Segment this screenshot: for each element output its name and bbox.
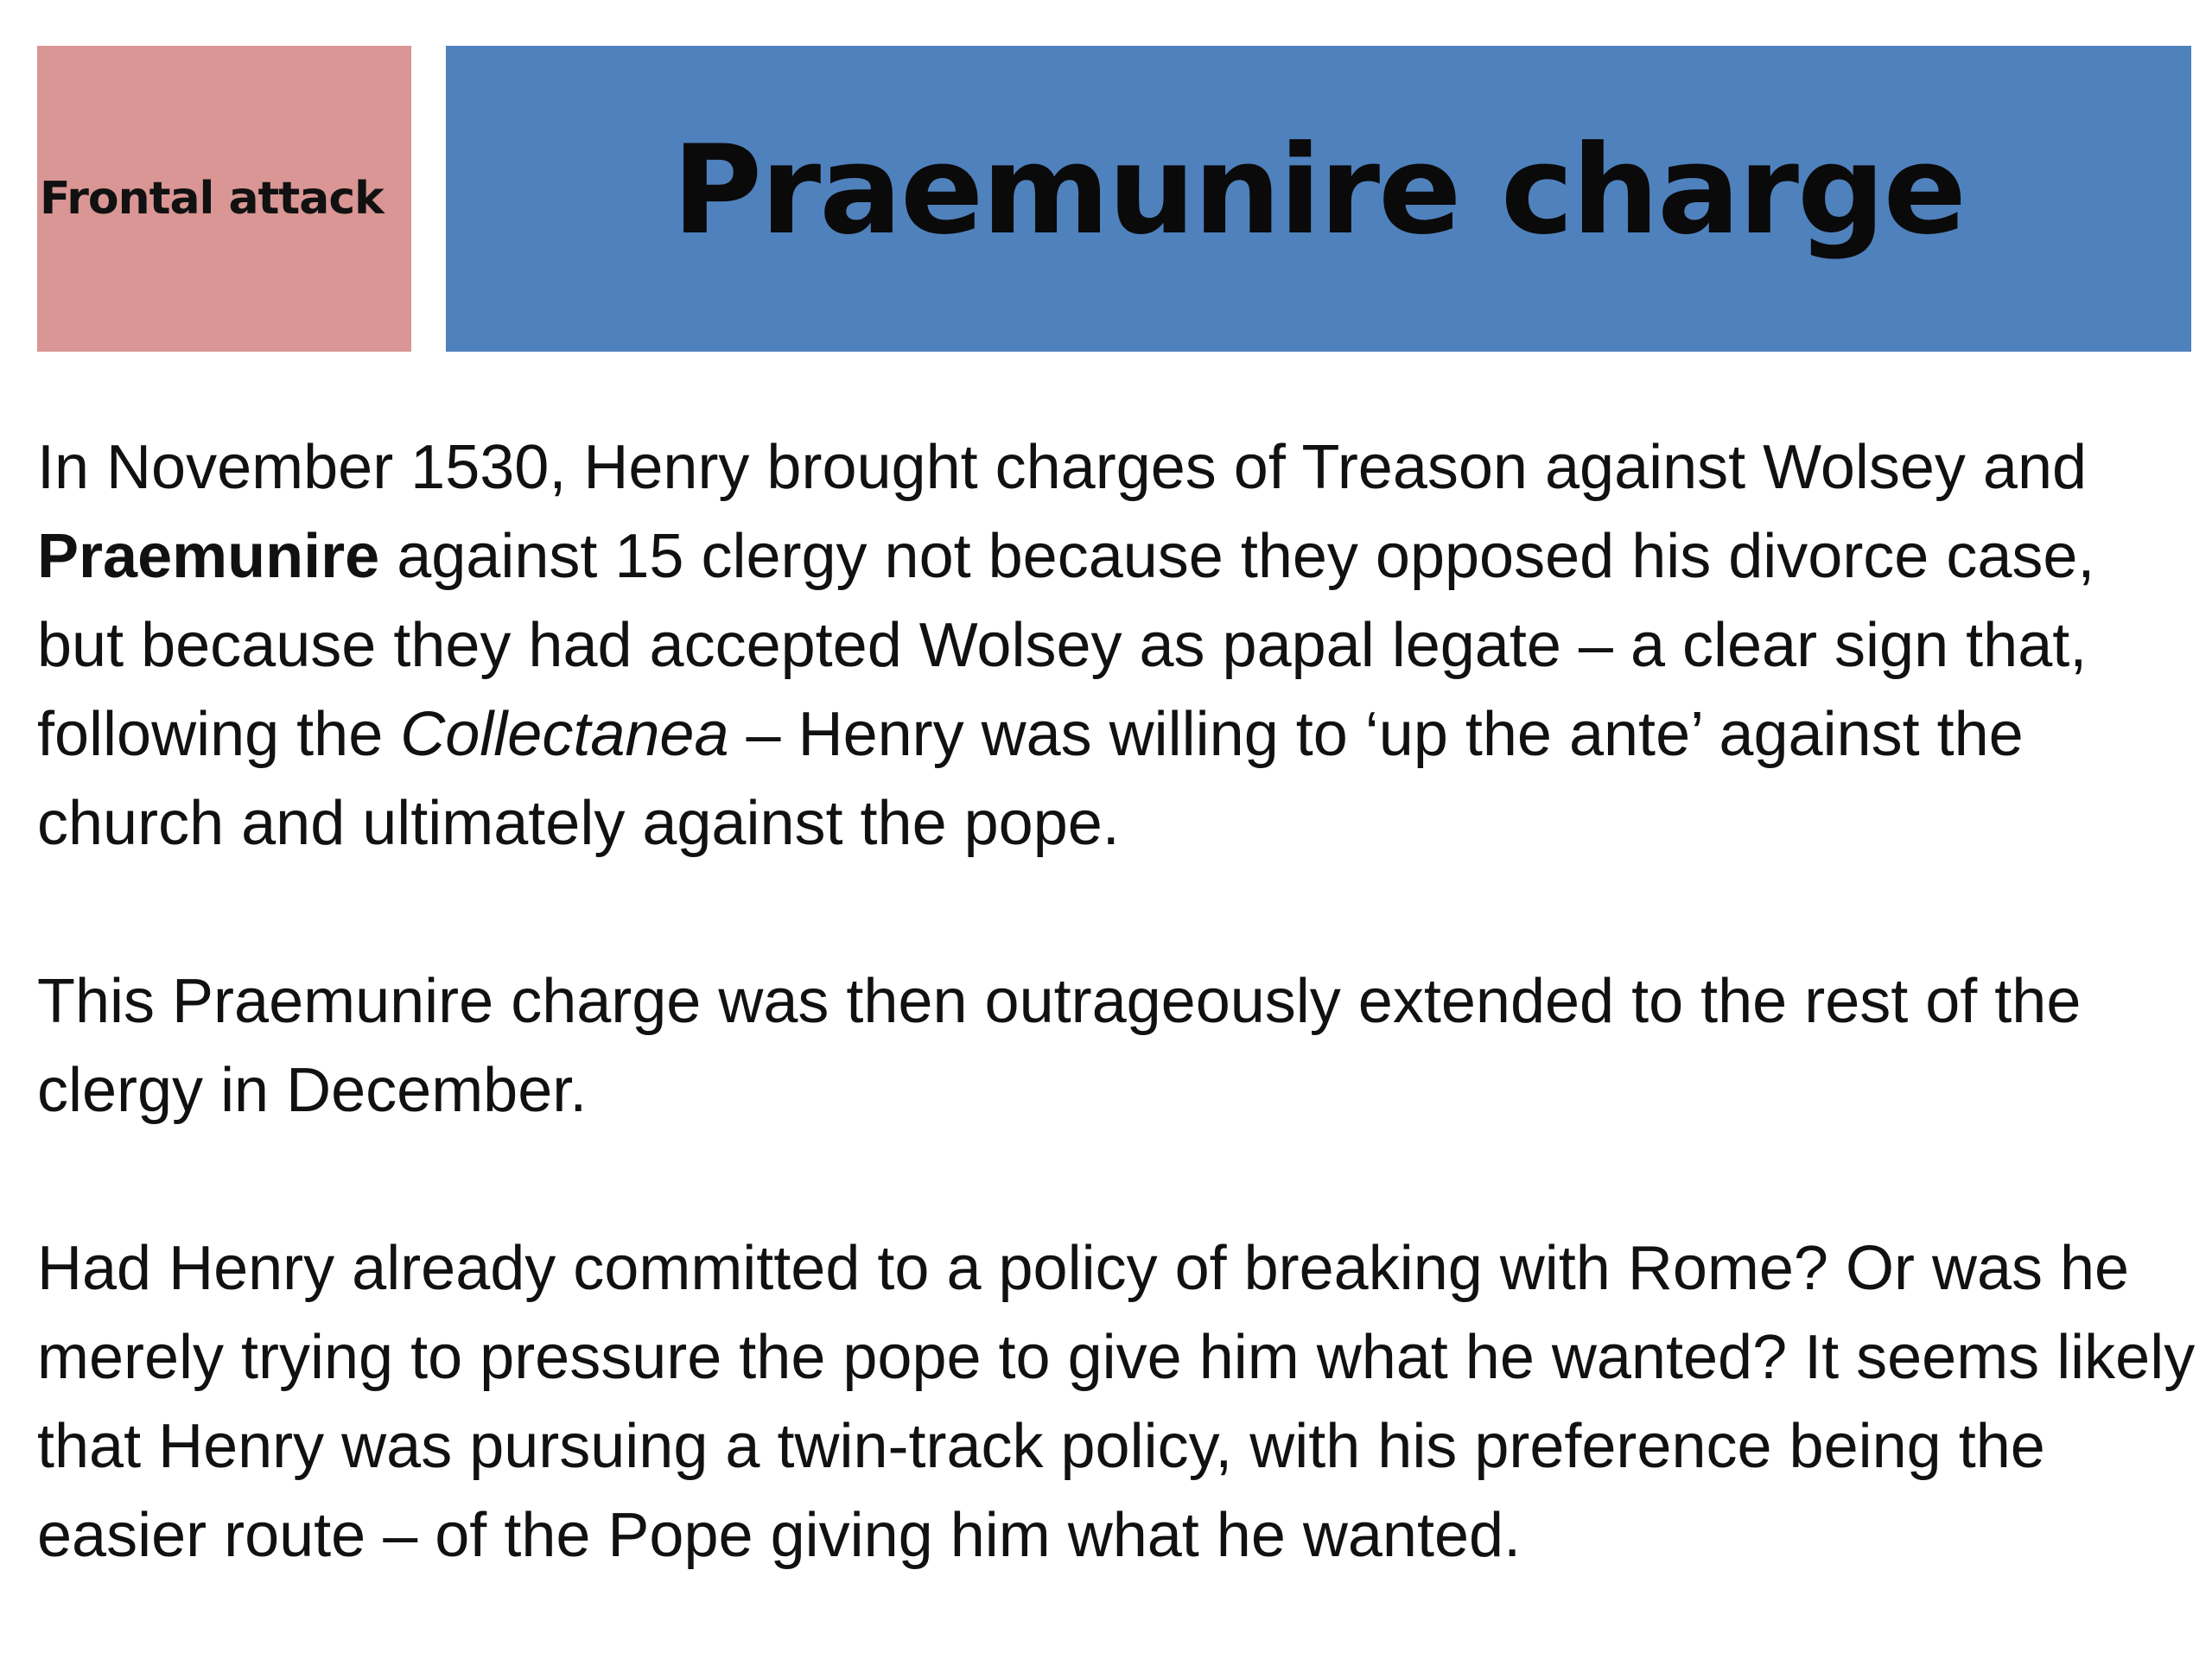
slide-title: Praemunire charge xyxy=(672,118,1965,262)
paragraph-1-part-1: In November 1530, Henry brought charges of Treason against Wolsey and xyxy=(37,433,2088,502)
title-box xyxy=(446,46,2191,352)
body-text xyxy=(37,423,2197,1580)
paragraph-1-part-3: – Henry was willing to ‘up the ante’ against the church and ultimately against the pope. xyxy=(37,700,2024,858)
topic-tag-label: Frontal attack xyxy=(40,173,384,225)
topic-tag-box xyxy=(37,46,411,352)
paragraph-1-bold-term: Praemunire xyxy=(37,522,380,591)
paragraph-1-part-2: against 15 clergy not because they opposed his divorce case, but because they had accepted Wolsey as papal legate – a clear sign that, following the xyxy=(37,522,2095,769)
paragraph-1 xyxy=(37,423,2197,868)
paragraph-3: Had Henry already committed to a policy of breaking with Rome? Or was he merely trying to pressure the pope to give him what he wanted? It seems likely that Henry was pursuing a twin-track policy, with his preference being the easier route – of the Pope giving him what he wanted. xyxy=(37,1234,2196,1570)
paragraph-2: This Praemunire charge was then outrageously extended to the rest of the clergy in December. xyxy=(37,967,2082,1125)
paragraph-1-italic-term: Collectanea xyxy=(400,700,729,769)
